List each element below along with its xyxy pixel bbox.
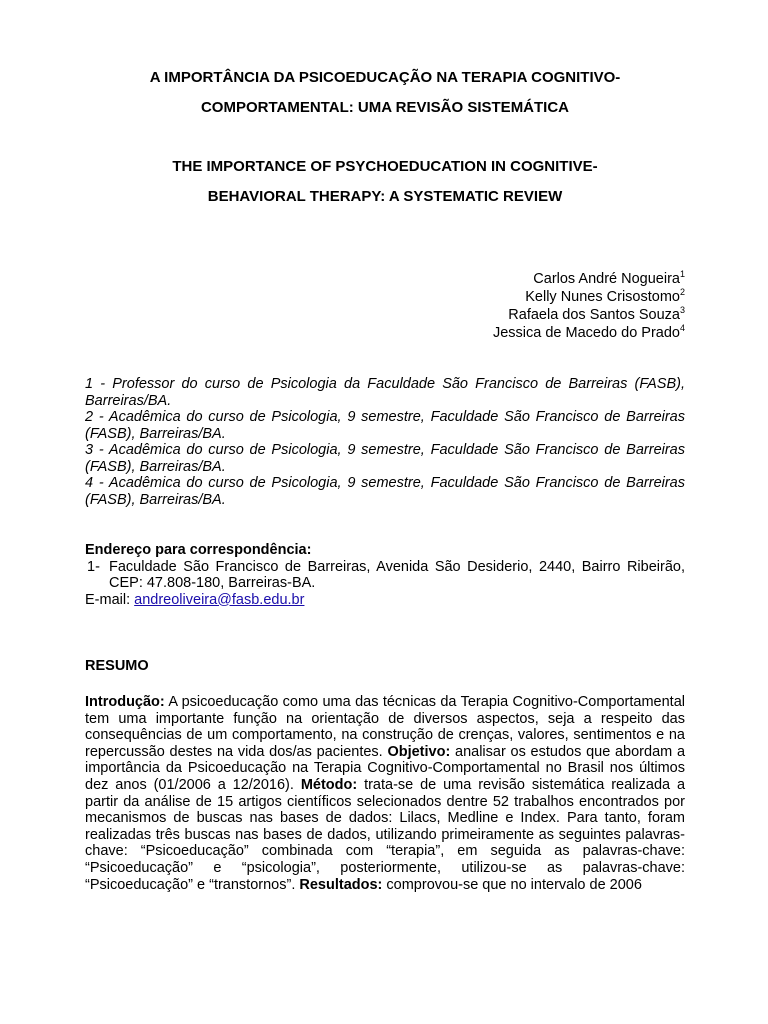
resultados-text: comprovou-se que no intervalo de 2006 — [386, 876, 642, 893]
author — [493, 270, 685, 288]
intro-label: Introdução: — [85, 694, 165, 710]
author — [493, 288, 685, 306]
title-english-line-2: BEHAVIORAL THERAPY: A SYSTEMATIC REVIEW — [207, 188, 563, 205]
affiliation: 1 - Professor do curso de Psicologia da Faculdade São Francisco de Barreiras (FASB), Barreiras/BA. — [85, 376, 685, 409]
intro-text: A psicoeducação como uma das técnicas da Terapia Cognitivo-Comportamental tem uma importante função na orientação de diversos aspectos, seja a respeito das consequências de um comportamento, na construção de crenças, valores, sentimentos e na repercussão destes na vida dos/as pacientes. — [85, 694, 685, 760]
email-link[interactable]: andreoliveira@fasb.edu.br — [134, 591, 305, 608]
author-mark: 1 — [679, 269, 685, 279]
author-mark: 4 — [679, 323, 685, 333]
metodo-text: trata-se de uma revisão sistemática realizada a partir da análise de 15 artigos científicos selecionados dentre 52 trabalhos encontrados por mecanismos de buscas nas bases de dados: Lilacs, Medline e Index. Para tanto, foram realizadas três buscas nas bases de dados, utilizando primeiramente as seguintes palavras-chave: “Psicoeducação” combinada com “terapia”, em seguida as palavras-chave: “Psicoeducação” e “psicologia”, posteriormente, utilizou-se as palavras-chave: “Psicoeducação” e “transtornos”. — [85, 776, 686, 893]
author-mark: 3 — [679, 305, 685, 315]
author-name: Rafaela dos Santos Souza — [508, 307, 680, 323]
address-number: 1- — [87, 558, 100, 575]
correspondence-heading: Endereço para correspondência: — [85, 542, 312, 558]
title-portuguese — [85, 63, 685, 123]
correspondence-address — [85, 559, 685, 592]
author-mark: 2 — [679, 287, 685, 297]
affiliation: 4 - Acadêmica do curso de Psicologia, 9 semestre, Faculdade São Francisco de Barreiras (FASB), Barreiras/BA. — [85, 475, 685, 508]
author — [493, 306, 685, 324]
email-line — [85, 592, 685, 609]
title-english-line-1: THE IMPORTANCE OF PSYCHOEDUCATION IN COGNITIVE- — [172, 158, 598, 175]
affiliation-list — [85, 376, 685, 508]
abstract-paragraph — [85, 694, 685, 893]
objetivo-text: analisar os estudos que abordam a importância da Psicoeducação na Terapia Cognitivo-Comportamental no Brasil nos últimos dez anos (01/2006 a 12/2016). — [85, 743, 686, 793]
affiliation: 3 - Acadêmica do curso de Psicologia, 9 semestre, Faculdade São Francisco de Barreiras (FASB), Barreiras/BA. — [85, 442, 685, 475]
address-text: Faculdade São Francisco de Barreiras, Avenida São Desiderio, 2440, Bairro Ribeirão, CEP: 47.808-180, Barreiras-BA. — [109, 558, 685, 591]
affiliation: 2 - Acadêmica do curso de Psicologia, 9 semestre, Faculdade São Francisco de Barreiras (FASB), Barreiras/BA. — [85, 409, 685, 442]
correspondence-block — [85, 542, 685, 608]
author-name: Carlos André Nogueira — [533, 271, 680, 287]
resultados-label: Resultados: — [299, 876, 383, 893]
email-label: E-mail: — [85, 591, 131, 608]
author — [493, 324, 685, 342]
objetivo-label: Objetivo: — [387, 743, 451, 760]
author-list — [493, 270, 685, 342]
title-portuguese-line-1: A IMPORTÂNCIA DA PSICOEDUCAÇÃO NA TERAPIA COGNITIVO- — [149, 69, 621, 86]
author-name: Jessica de Macedo do Prado — [492, 325, 680, 341]
author-name: Kelly Nunes Crisostomo — [525, 289, 680, 305]
metodo-label: Método: — [300, 776, 358, 793]
title-portuguese-line-2: COMPORTAMENTAL: UMA REVISÃO SISTEMÁTICA — [200, 99, 570, 116]
resumo-heading: RESUMO — [85, 658, 149, 674]
title-english — [85, 152, 685, 212]
